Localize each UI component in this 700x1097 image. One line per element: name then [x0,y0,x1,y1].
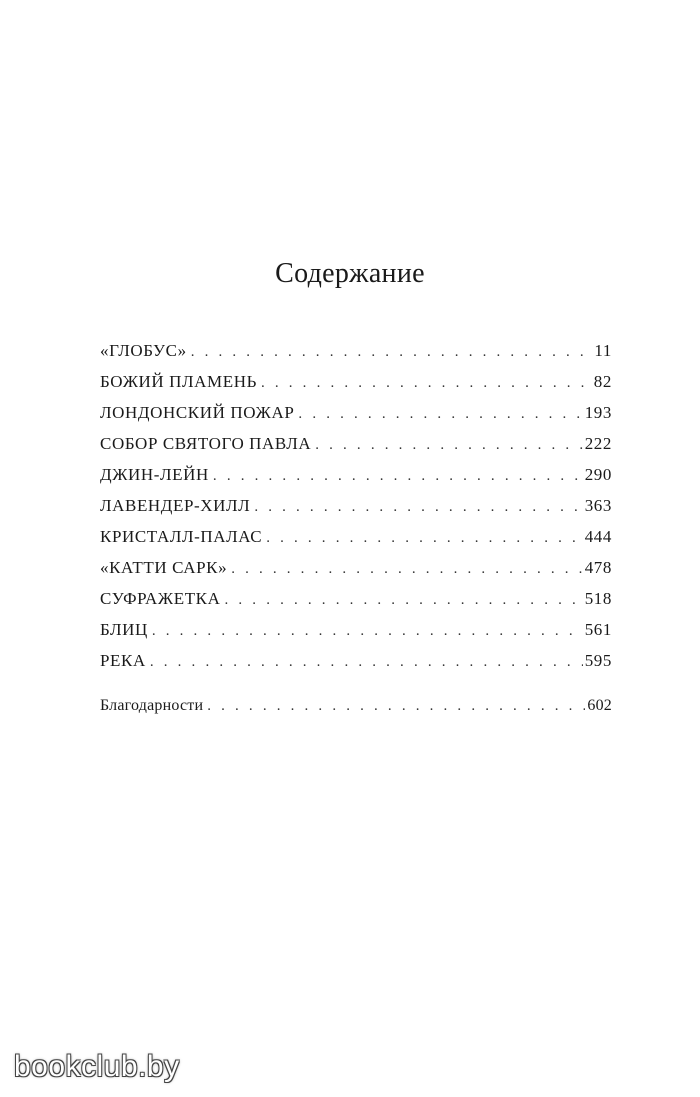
toc-leader-dots [150,654,583,671]
toc-entry-label: СОБОР СВЯТОГО ПАВЛА [100,434,312,453]
toc-entry-page: 222 [584,434,612,453]
toc-entry [100,434,612,465]
toc-entry-label: ДЖИН-ЛЕЙН [100,465,209,484]
toc-entry-page: 602 [587,697,612,714]
toc-leader-dots [207,698,585,715]
toc-entry [100,341,612,372]
toc-entry-label: БЛИЦ [100,620,148,639]
toc-leader-dots [254,499,582,516]
toc-leader-dots [191,344,593,361]
toc-entry-label: БОЖИЙ ПЛАМЕНЬ [100,372,257,391]
toc-entry [100,496,612,527]
toc-entry [100,403,612,434]
toc-entry-page: 518 [584,589,612,608]
toc-entry [100,372,612,403]
toc-entry [100,527,612,558]
toc-entry-label: Благодарности [100,697,204,714]
toc-entry-page: 193 [584,403,612,422]
toc-leader-dots [213,468,583,485]
toc-leader-dots [298,406,582,423]
toc-entry-page: 82 [593,372,612,391]
toc-entry [100,558,612,589]
toc-entry [100,620,612,651]
site-watermark: bookclub.by [14,1050,180,1083]
page-title: Содержание [275,258,425,289]
toc-entry-page: 290 [584,465,612,484]
toc-entry-page: 11 [594,341,612,360]
toc-leader-dots [225,592,583,609]
toc-leader-dots [261,375,592,392]
toc-entry-label: ЛАВЕНДЕР-ХИЛЛ [100,496,251,515]
toc-entry-page: 478 [584,558,612,577]
toc-leader-dots [231,561,583,578]
toc-leader-dots [315,437,582,454]
toc-leader-dots [152,623,583,640]
toc-entry-page: 561 [584,620,612,639]
toc-entry-page: 595 [584,651,612,670]
toc-entry-page: 444 [584,527,612,546]
toc-entry-label: РЕКА [100,651,146,670]
toc-entry-acknowledgements [100,697,612,728]
toc-entry-label: СУФРАЖЕТКА [100,589,221,608]
toc-entry-page: 363 [584,496,612,515]
toc-entry [100,465,612,496]
toc-leader-dots [266,530,582,547]
table-of-contents [100,341,612,682]
toc-entry [100,589,612,620]
toc-entry [100,651,612,682]
toc-entry-label: «КАТТИ САРК» [100,558,228,577]
toc-entry-label: КРИСТАЛЛ-ПАЛАС [100,527,263,546]
toc-entry-label: ЛОНДОНСКИЙ ПОЖАР [100,403,295,422]
toc-entry-label: «ГЛОБУС» [100,341,187,360]
toc-appendix [100,697,612,728]
